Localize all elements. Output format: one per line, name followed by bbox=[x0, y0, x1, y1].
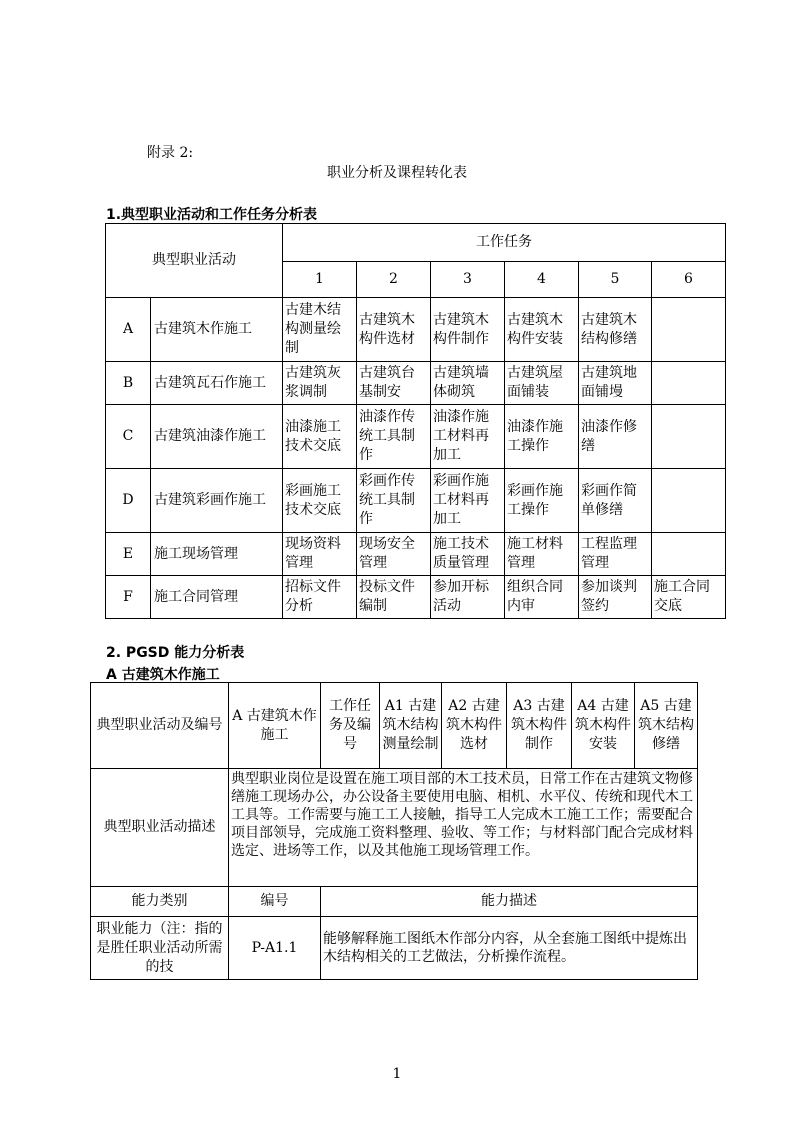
task-cell: 油漆作施工材料再加工 bbox=[431, 405, 505, 469]
appendix-label: 附录 2: bbox=[147, 145, 194, 161]
ability-description-header: 能力描述 bbox=[321, 887, 698, 917]
activity-description: 典型职业岗位是设置在施工项目部的木工技术员，日常工作在古建筑文物修缮施工现场办公，办公设备主要使用电脑、相机、水平仪、传统和现代木工工具等。工作需要与施工工人接触，指导工人完成木工施工工作；需要配合项目部领导，完成施工资料整理、验收、等工作；与材料部门配合完成材料选定、进场等工作，以及其他施工现场管理工作。 bbox=[229, 769, 698, 887]
row-code: E bbox=[106, 533, 151, 576]
task-number: 1 bbox=[283, 262, 357, 298]
task-number-label: 工作任务及编号 bbox=[321, 683, 380, 769]
activity-value: A 古建筑木作施工 bbox=[229, 683, 321, 769]
task-item: A1 古建筑木结构测量绘制 bbox=[380, 683, 442, 769]
task-cell: 油漆作施工操作 bbox=[505, 405, 579, 469]
pgsd-ability-table bbox=[90, 682, 698, 980]
task-cell bbox=[652, 533, 726, 576]
task-cell: 古建筑墙体砌筑 bbox=[431, 362, 505, 405]
task-cell: 参加开标活动 bbox=[431, 576, 505, 619]
task-cell: 现场安全管理 bbox=[357, 533, 431, 576]
row-activity: 施工合同管理 bbox=[151, 576, 283, 619]
task-cell: 彩画作施工材料再加工 bbox=[431, 469, 505, 533]
row-code: C bbox=[106, 405, 151, 469]
ability-description: 能够解释施工图纸木作部分内容，从全套施工图纸中提炼出木结构相关的工艺做法，分析操作流程。 bbox=[321, 917, 698, 980]
task-cell: 油漆施工技术交底 bbox=[283, 405, 357, 469]
task-cell: 古建筑木结构修缮 bbox=[579, 298, 652, 362]
ability-category: 职业能力（注：指的是胜任职业活动所需的技 bbox=[91, 917, 229, 980]
section2-subtitle: A 古建筑木作施工 bbox=[106, 667, 220, 683]
head-tasks: 工作任务 bbox=[283, 224, 726, 262]
activity-number-label: 典型职业活动及编号 bbox=[91, 683, 229, 769]
task-cell: 施工技术质量管理 bbox=[431, 533, 505, 576]
task-number: 3 bbox=[431, 262, 505, 298]
task-cell: 油漆作传统工具制作 bbox=[357, 405, 431, 469]
row-code: D bbox=[106, 469, 151, 533]
task-cell: 彩画施工技术交底 bbox=[283, 469, 357, 533]
task-item: A5 古建筑木结构修缮 bbox=[635, 683, 698, 769]
occupation-task-table bbox=[105, 223, 726, 619]
task-number: 4 bbox=[505, 262, 579, 298]
task-cell: 彩画作施工操作 bbox=[505, 469, 579, 533]
row-activity: 施工现场管理 bbox=[151, 533, 283, 576]
task-cell: 古建筑灰浆调制 bbox=[283, 362, 357, 405]
task-cell: 古建筑木构件安装 bbox=[505, 298, 579, 362]
task-cell: 施工合同交底 bbox=[652, 576, 726, 619]
task-cell bbox=[652, 362, 726, 405]
task-number: 6 bbox=[652, 262, 726, 298]
task-cell: 彩画作简单修缮 bbox=[579, 469, 652, 533]
task-cell bbox=[652, 405, 726, 469]
task-cell: 古建筑木构件制作 bbox=[431, 298, 505, 362]
task-item: A2 古建筑木构件选材 bbox=[442, 683, 507, 769]
row-code: F bbox=[106, 576, 151, 619]
task-cell: 招标文件分析 bbox=[283, 576, 357, 619]
task-number: 2 bbox=[357, 262, 431, 298]
ability-code: P-A1.1 bbox=[229, 917, 321, 980]
task-cell: 古建木结构测量绘制 bbox=[283, 298, 357, 362]
task-cell: 组织合同内审 bbox=[505, 576, 579, 619]
page-number: 1 bbox=[392, 1066, 402, 1082]
task-item: A4 古建筑木构件安装 bbox=[572, 683, 635, 769]
head-activity: 典型职业活动 bbox=[106, 224, 283, 298]
code-header: 编号 bbox=[229, 887, 321, 917]
task-cell: 现场资料管理 bbox=[283, 533, 357, 576]
task-cell: 古建筑木构件选材 bbox=[357, 298, 431, 362]
task-item: A3 古建筑木构件制作 bbox=[507, 683, 572, 769]
task-cell bbox=[652, 298, 726, 362]
row-code: A bbox=[106, 298, 151, 362]
ability-category-header: 能力类别 bbox=[91, 887, 229, 917]
task-cell: 工程监理管理 bbox=[579, 533, 652, 576]
task-cell: 参加谈判签约 bbox=[579, 576, 652, 619]
task-cell: 施工材料管理 bbox=[505, 533, 579, 576]
task-cell: 古建筑台基制安 bbox=[357, 362, 431, 405]
row-activity: 古建筑瓦石作施工 bbox=[151, 362, 283, 405]
task-cell bbox=[652, 469, 726, 533]
task-cell: 彩画作传统工具制作 bbox=[357, 469, 431, 533]
task-cell: 古建筑地面铺墁 bbox=[579, 362, 652, 405]
activity-description-label: 典型职业活动描述 bbox=[91, 769, 229, 887]
task-number: 5 bbox=[579, 262, 652, 298]
section2-title: 2. PGSD 能力分析表 bbox=[106, 645, 245, 661]
task-cell: 投标文件编制 bbox=[357, 576, 431, 619]
task-cell: 古建筑屋面铺装 bbox=[505, 362, 579, 405]
section1-title: 1.典型职业活动和工作任务分析表 bbox=[106, 207, 318, 223]
row-activity: 古建筑彩画作施工 bbox=[151, 469, 283, 533]
row-activity: 古建筑油漆作施工 bbox=[151, 405, 283, 469]
document-title: 职业分析及课程转化表 bbox=[327, 165, 467, 181]
task-cell: 油漆作修缮 bbox=[579, 405, 652, 469]
row-activity: 古建筑木作施工 bbox=[151, 298, 283, 362]
row-code: B bbox=[106, 362, 151, 405]
